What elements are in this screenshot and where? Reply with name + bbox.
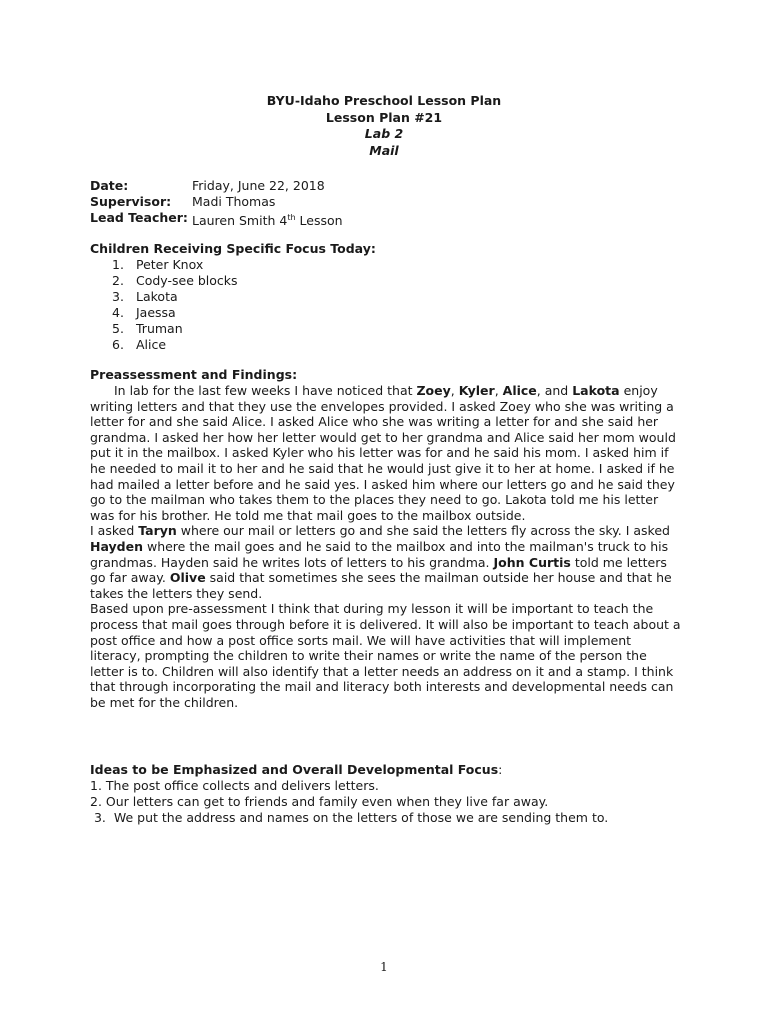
ideas-title [90,762,690,778]
text-run: where our mail or letters go and she said the letters fly across the sky. I asked [176,523,670,539]
ideas-section [90,762,690,826]
text-run: , [494,383,503,398]
text-run: , [450,383,459,398]
list-item: 1. The post office collects and delivers letters. [90,778,379,793]
supervisor-value: Madi Thomas [192,194,276,209]
document-header [0,93,768,159]
list-item: 2. Our letters can get to friends and family even when they live far away. [90,794,549,809]
preassessment-paragraph-1 [90,383,682,523]
list-item-number: 3. [112,289,124,304]
child-name: Taryn [138,523,177,539]
list-item [112,305,238,321]
child-name: John Curtis [493,554,571,570]
child-name: Alice [502,383,537,398]
list-item [112,337,238,353]
list-item [112,321,238,337]
page-number: 1 [380,960,388,974]
lesson-plan-number: Lesson Plan #21 [325,109,443,125]
ideas-title-text: Ideas to be Emphasized and Overall Developmental Focus [90,762,499,777]
supervisor-row [90,194,343,210]
child-name: Olive [169,570,206,586]
focus-title: Children Receiving Specific Focus Today: [90,241,376,256]
date-row [90,178,343,194]
ordinal-suffix: th [287,213,296,222]
list-item [112,273,238,289]
list-item [112,289,238,305]
list-item-text: Lakota [136,289,178,304]
list-item: 3. We put the address and names on the letters of those we are sending them to. [90,810,609,825]
child-name: Hayden [90,538,143,554]
date-value: Friday, June 22, 2018 [192,178,325,193]
preassessment-title: Preassessment and Findings: [90,367,298,382]
text-run: told me letters go far away. [90,554,667,586]
list-item-number: 2. [112,273,124,288]
text-run: I asked [90,523,139,539]
lesson-topic: Mail [369,142,399,158]
list-item-text: Cody-see blocks [136,273,238,288]
preassessment-body [90,383,682,710]
lead-teacher-suffix: Lesson [295,213,343,229]
lead-teacher-value [192,210,343,229]
list-item-number: 4. [112,305,124,320]
date-label: Date: [90,178,129,193]
list-item-text: Jaessa [136,305,176,320]
text-run: where the mail goes and he said to the mailbox and into the mailman's truck to his grandmas. Hayden said he writes lots of letters to his grandma. [90,538,669,570]
lead-teacher-name: Lauren Smith 4 [192,213,288,229]
list-item-text: Peter Knox [136,257,204,272]
list-item-number: 5. [112,321,124,336]
document-title: BYU-Idaho Preschool Lesson Plan [266,93,502,108]
lead-teacher-row [90,210,343,229]
preassessment-paragraph-3: Based upon pre-assessment I think that during my lesson it will be important to teach the process that mail goes through before it is delivered. It will also be important to teach about a post office and how a post office sorts mail. We will have activities that will implement literacy, prompting the children to write their names or write the name of the person the letter is to. Children will also identify that a letter needs an address on it and a stamp. I think that through incorporating the mail and literacy both interests and developmental needs can be met for the children. [90,601,681,710]
child-name: Zoey [416,383,451,398]
text-run: , and [536,383,573,398]
lab-label: Lab 2 [364,126,404,141]
ideas-title-colon: : [498,762,503,777]
text-run: said that sometimes she sees the mailman outside her house and that he takes the letters they send. [90,570,672,601]
supervisor-label: Supervisor: [90,194,172,209]
lead-teacher-label: Lead Teacher: [90,210,188,225]
lesson-meta [90,178,343,229]
list-item-text: Alice [136,337,167,352]
list-item [112,257,238,273]
child-name: Kyler [458,383,495,398]
list-item-number: 6. [112,337,124,352]
preassessment-paragraph-2 [90,523,682,601]
text-run: In lab for the last few weeks I have noticed that [114,383,417,398]
focus-list [112,257,238,353]
list-item-text: Truman [136,321,183,336]
text-run: enjoy writing letters and that they use the envelopes provided. I asked Zoey who she was writing a letter for and she said Alice. I asked Alice who she was writing a letter for and she said her grandma. I asked her how her letter would get to her grandma and Alice said her mom would put it in the mailbox. I asked Kyler who his letter was for and he said his mom. I asked him if he needed to mail it to her and he said that he would just give it to her at home. I asked if he had mailed a letter before and he said yes. I asked him where our letters go and he said they go to the mailman who takes them to the places they need to go. Lakota told me his letter was for his brother. He told me that mail goes to the mailbox outside. [90,383,676,523]
list-item-number: 1. [112,257,124,272]
child-name: Lakota [572,383,620,398]
